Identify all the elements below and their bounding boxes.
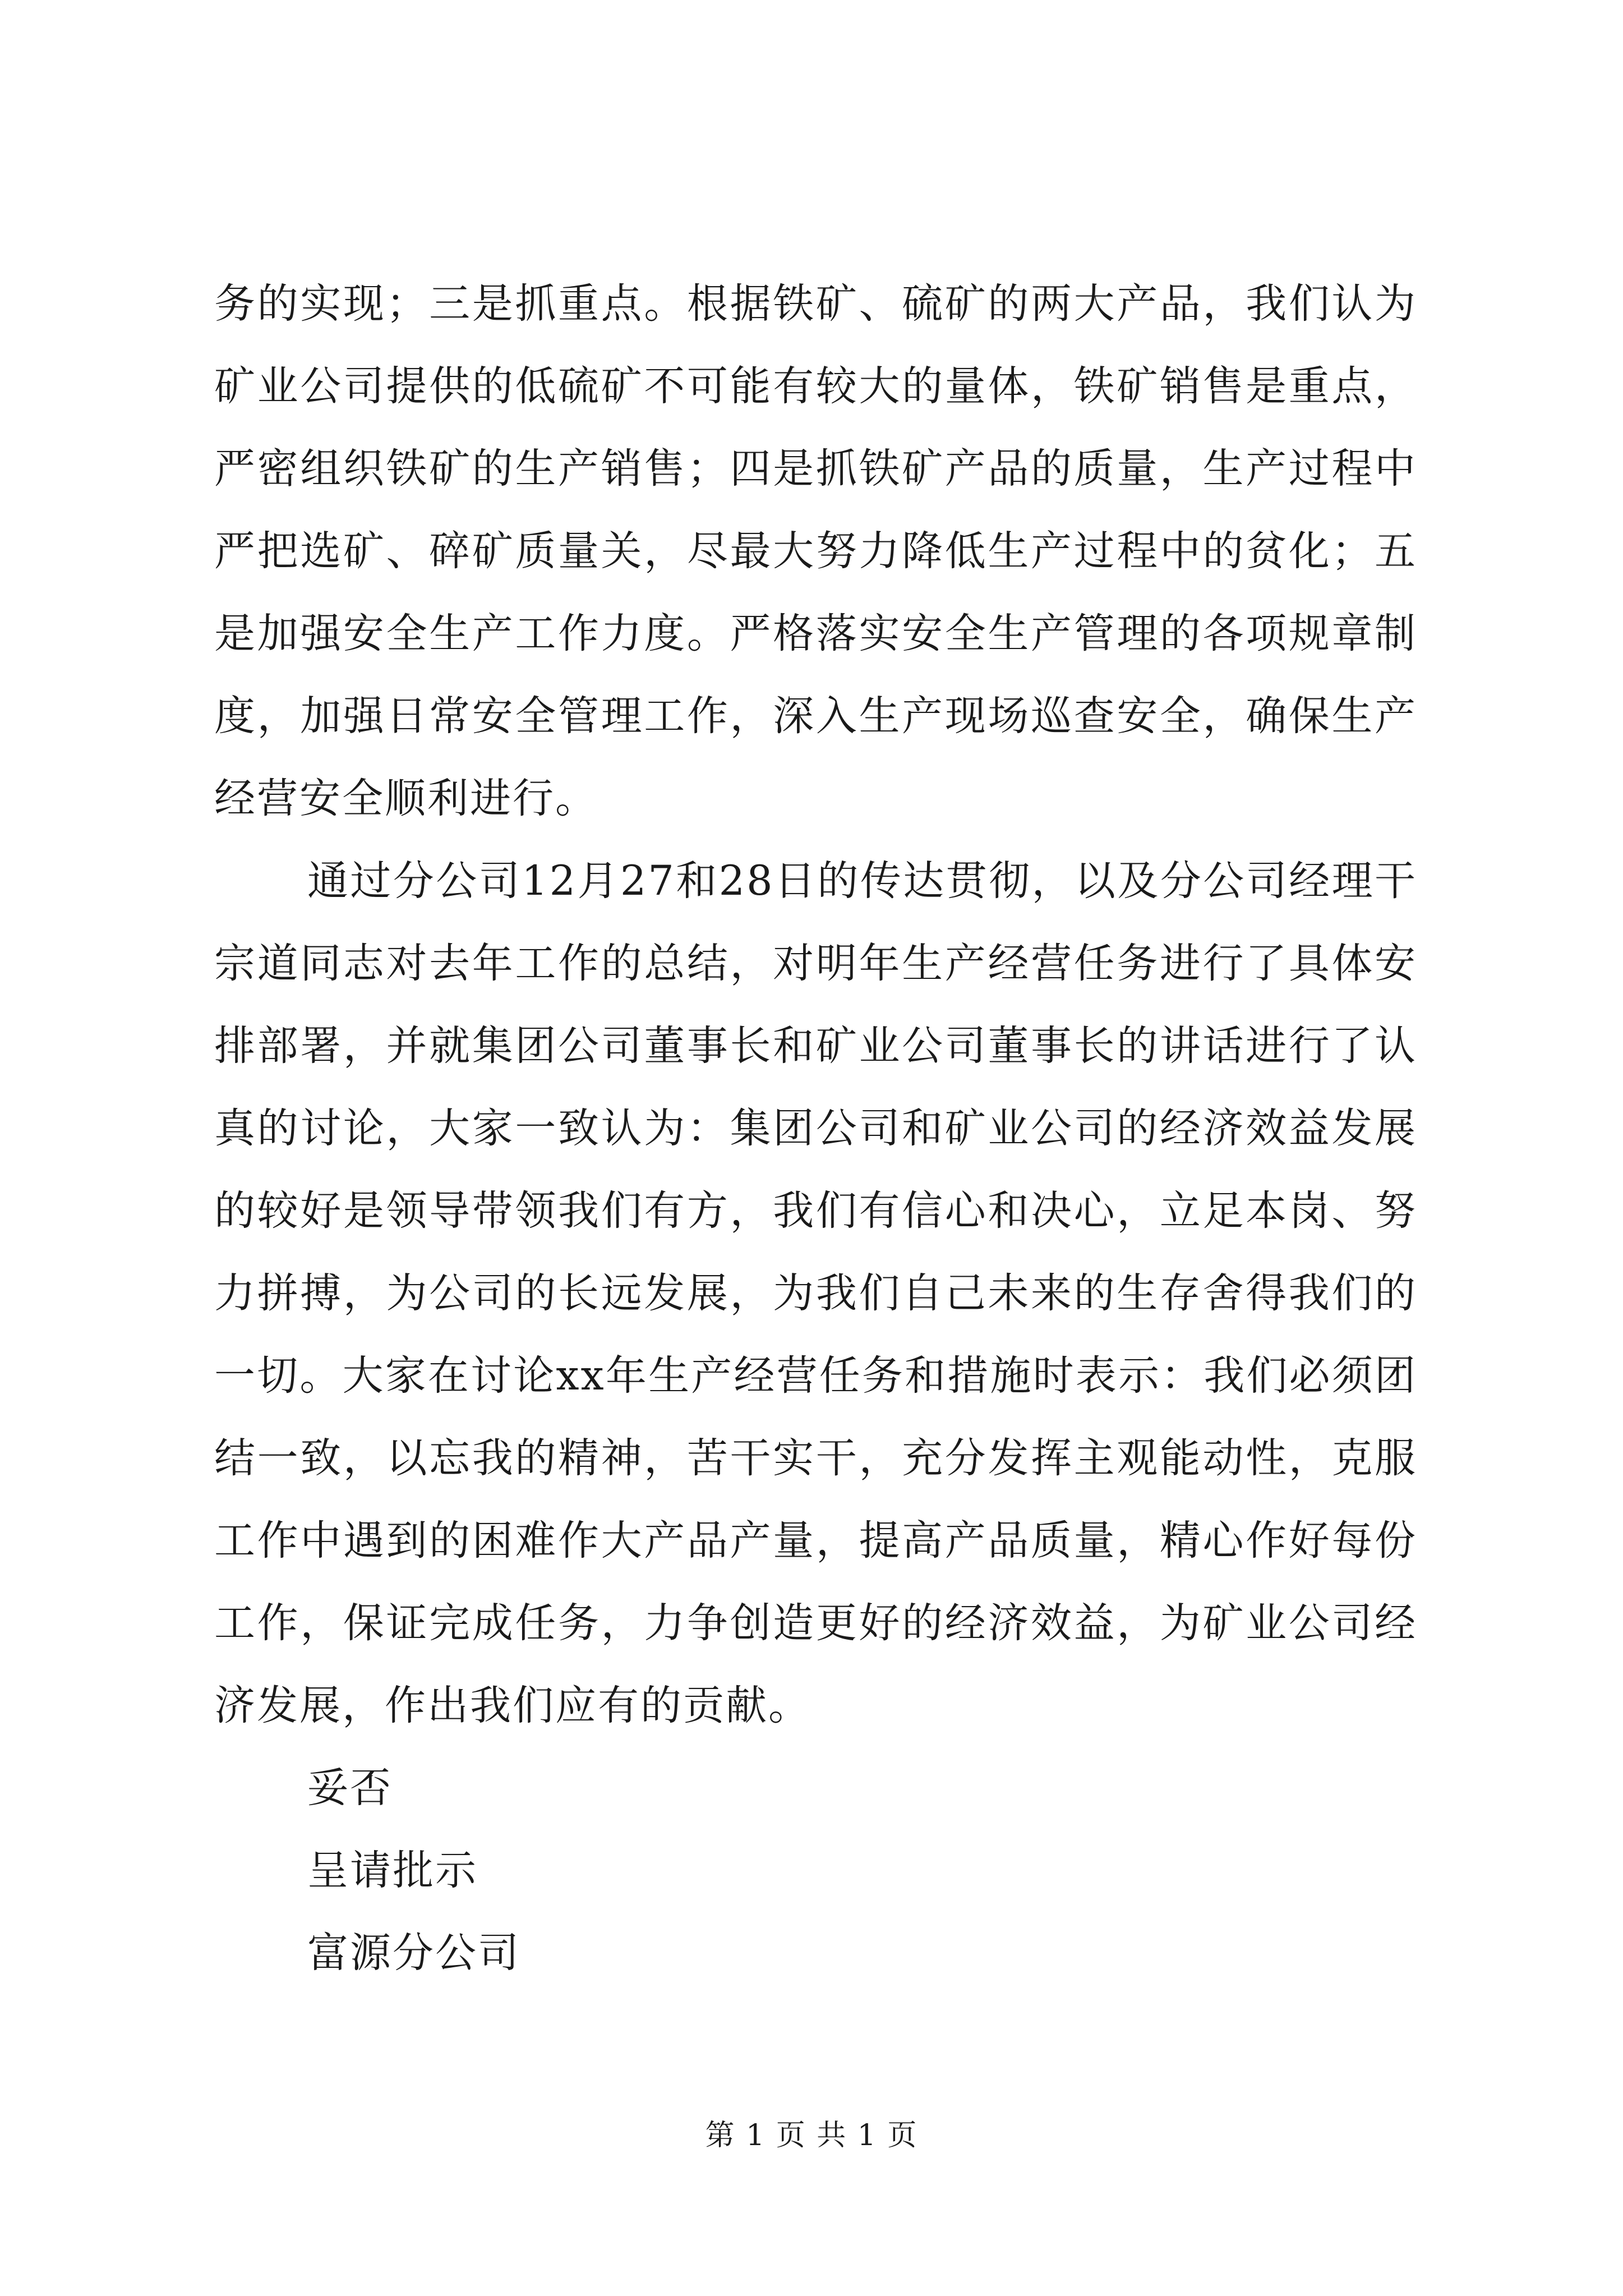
closing-line-signature: 富源分公司 bbox=[307, 1929, 520, 1977]
closing-line-approval: 妥否 bbox=[307, 1764, 393, 1812]
closing-line-request: 呈请批示 bbox=[307, 1847, 478, 1894]
page-footer: 第 1 页 共 1 页 bbox=[705, 2119, 918, 2152]
paragraph-discussion: 通过分公司12月27和28日的传达贯彻，以及分公司经理干宗道同志对去年工作的总结，对明年生产经营任务进行了具体安排部署，并就集团公司董事长和矿业公司董事长的讲话进行了认真的讨论，大家一致认为：集团公司和矿业公司的经济效益发展的较好是领导带领我们有方，我们有信心和决心，立足本岗、努力拼搏，为公司的长远发展，为我们自己未来的生存舍得我们的一切。大家在讨论xx年生产经营任务和措施时表示：我们必须团结一致，以忘我的精神，苦干实干，充分发挥主观能动性，克服工作中遇到的困难作大产品产量，提高产品质量，精心作好每份工作，保证完成任务，力争创造更好的经济效益，为矿业公司经济发展，作出我们应有的贡献。 bbox=[214, 857, 1417, 1729]
document-body bbox=[214, 263, 1417, 1994]
paragraph-continuation: 务的实现；三是抓重点。根据铁矿、硫矿的两大产品，我们认为矿业公司提供的低硫矿不可能有较大的量体，铁矿销售是重点，严密组织铁矿的生产销售；四是抓铁矿产品的质量，生产过程中严把选矿、碎矿质量关，尽最大努力降低生产过程中的贫化；五是加强安全生产工作力度。严格落实安全生产管理的各项规章制度，加强日常安全管理工作，深入生产现场巡查安全，确保生产经营安全顺利进行。 bbox=[214, 280, 1417, 822]
